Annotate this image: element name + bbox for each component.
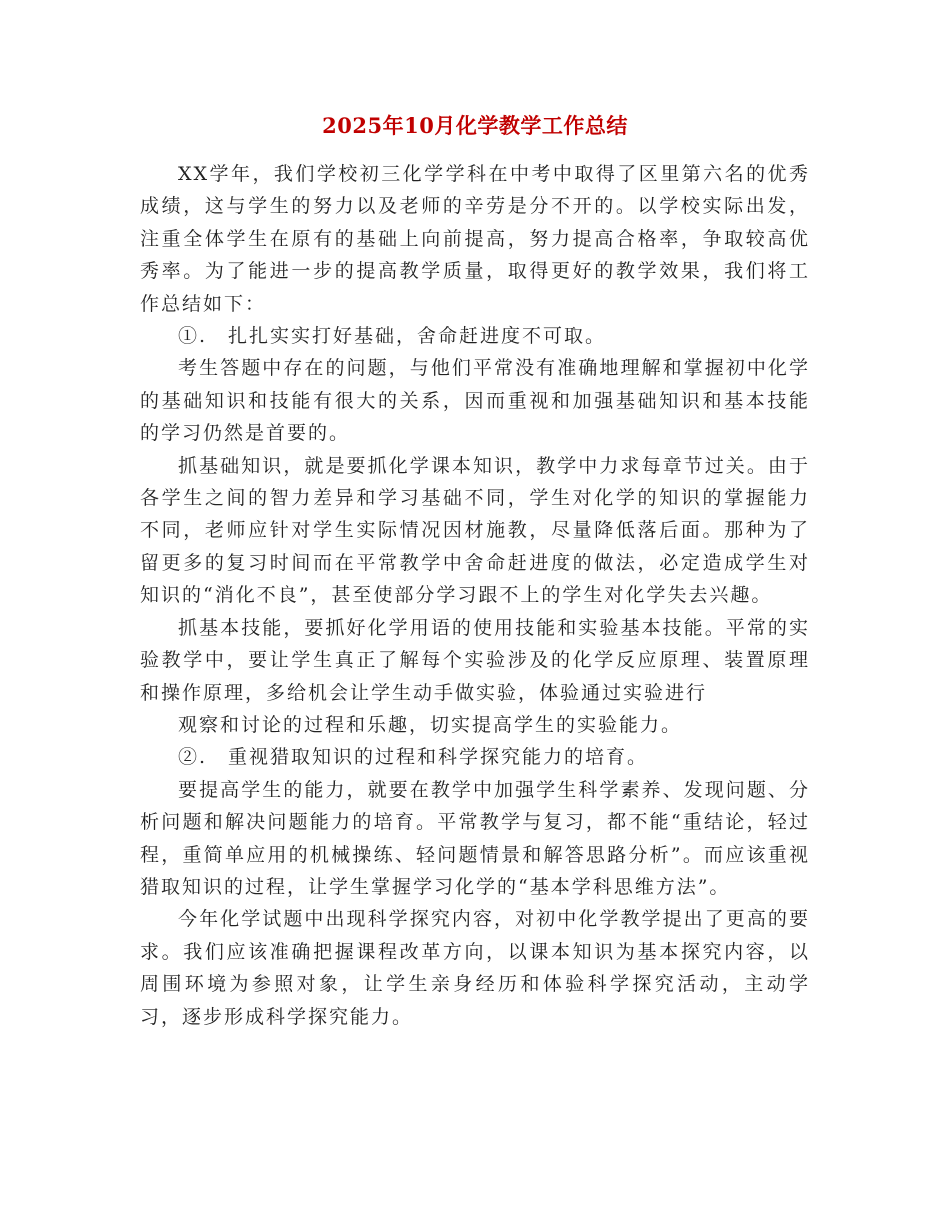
paragraph-basic-skills: 抓基本技能，要抓好化学用语的使用技能和实验基本技能。平常的实验教学中，要让学生真正了解每个实验涉及的化学反应原理、装置原理和操作原理，多给机会让学生动手做实验，体验通过实验进行	[140, 616, 810, 704]
paragraph-exam-problems: 考生答题中存在的问题，与他们平常没有准确地理解和掌握初中化学的基础知识和技能有很大的关系，因而重视和加强基础知识和基本技能的学习仍然是首要的。	[140, 357, 810, 445]
paragraph-scientific-inquiry: 今年化学试题中出现科学探究内容，对初中化学教学提出了更高的要求。我们应该准确把握课程改革方向，以课本知识为基本探究内容，以周围环境为参照对象，让学生亲身经历和体验科学探究活动，主动学习，逐步形成科学探究能力。	[140, 908, 810, 1028]
document-title: 2025年10月化学教学工作总结	[322, 113, 628, 138]
paragraph-basic-skills-continued: 观察和讨论的过程和乐趣，切实提高学生的实验能力。	[178, 713, 683, 736]
paragraph-intro: XX学年，我们学校初三化学学科在中考中取得了区里第六名的优秀成绩，这与学生的努力以及老师的辛劳是分不开的。以学校实际出发，注重全体学生在原有的基础上向前提高，努力提高合格率，争取较高优秀率。为了能进一步的提高教学质量，取得更好的教学效果，我们将工作总结如下：	[140, 163, 810, 315]
section-heading-1: ①. 扎扎实实打好基础，舍命赶进度不可取。	[178, 325, 607, 348]
paragraph-ability-development: 要提高学生的能力，就要在教学中加强学生科学素养、发现问题、分析问题和解决问题能力的培育。平常教学与复习，都不能“重结论，轻过程，重简单应用的机械操练、轻问题情景和解答思路分析”。而应该重视猎取知识的过程，让学生掌握学习化学的“基本学科思维方法”。	[140, 778, 810, 898]
paragraph-basic-knowledge: 抓基础知识，就是要抓化学课本知识，教学中力求每章节过关。由于各学生之间的智力差异和学习基础不同，学生对化学的知识的掌握能力不同，老师应针对学生实际情况因材施教，尽量降低落后面。那种为了留更多的复习时间而在平常教学中舍命赶进度的做法，必定造成学生对知识的“消化不良”，甚至使部分学习跟不上的学生对化学失去兴趣。	[140, 454, 810, 607]
document-page	[140, 108, 810, 1033]
section-heading-2: ②. 重视猎取知识的过程和科学探究能力的培育。	[178, 746, 649, 769]
